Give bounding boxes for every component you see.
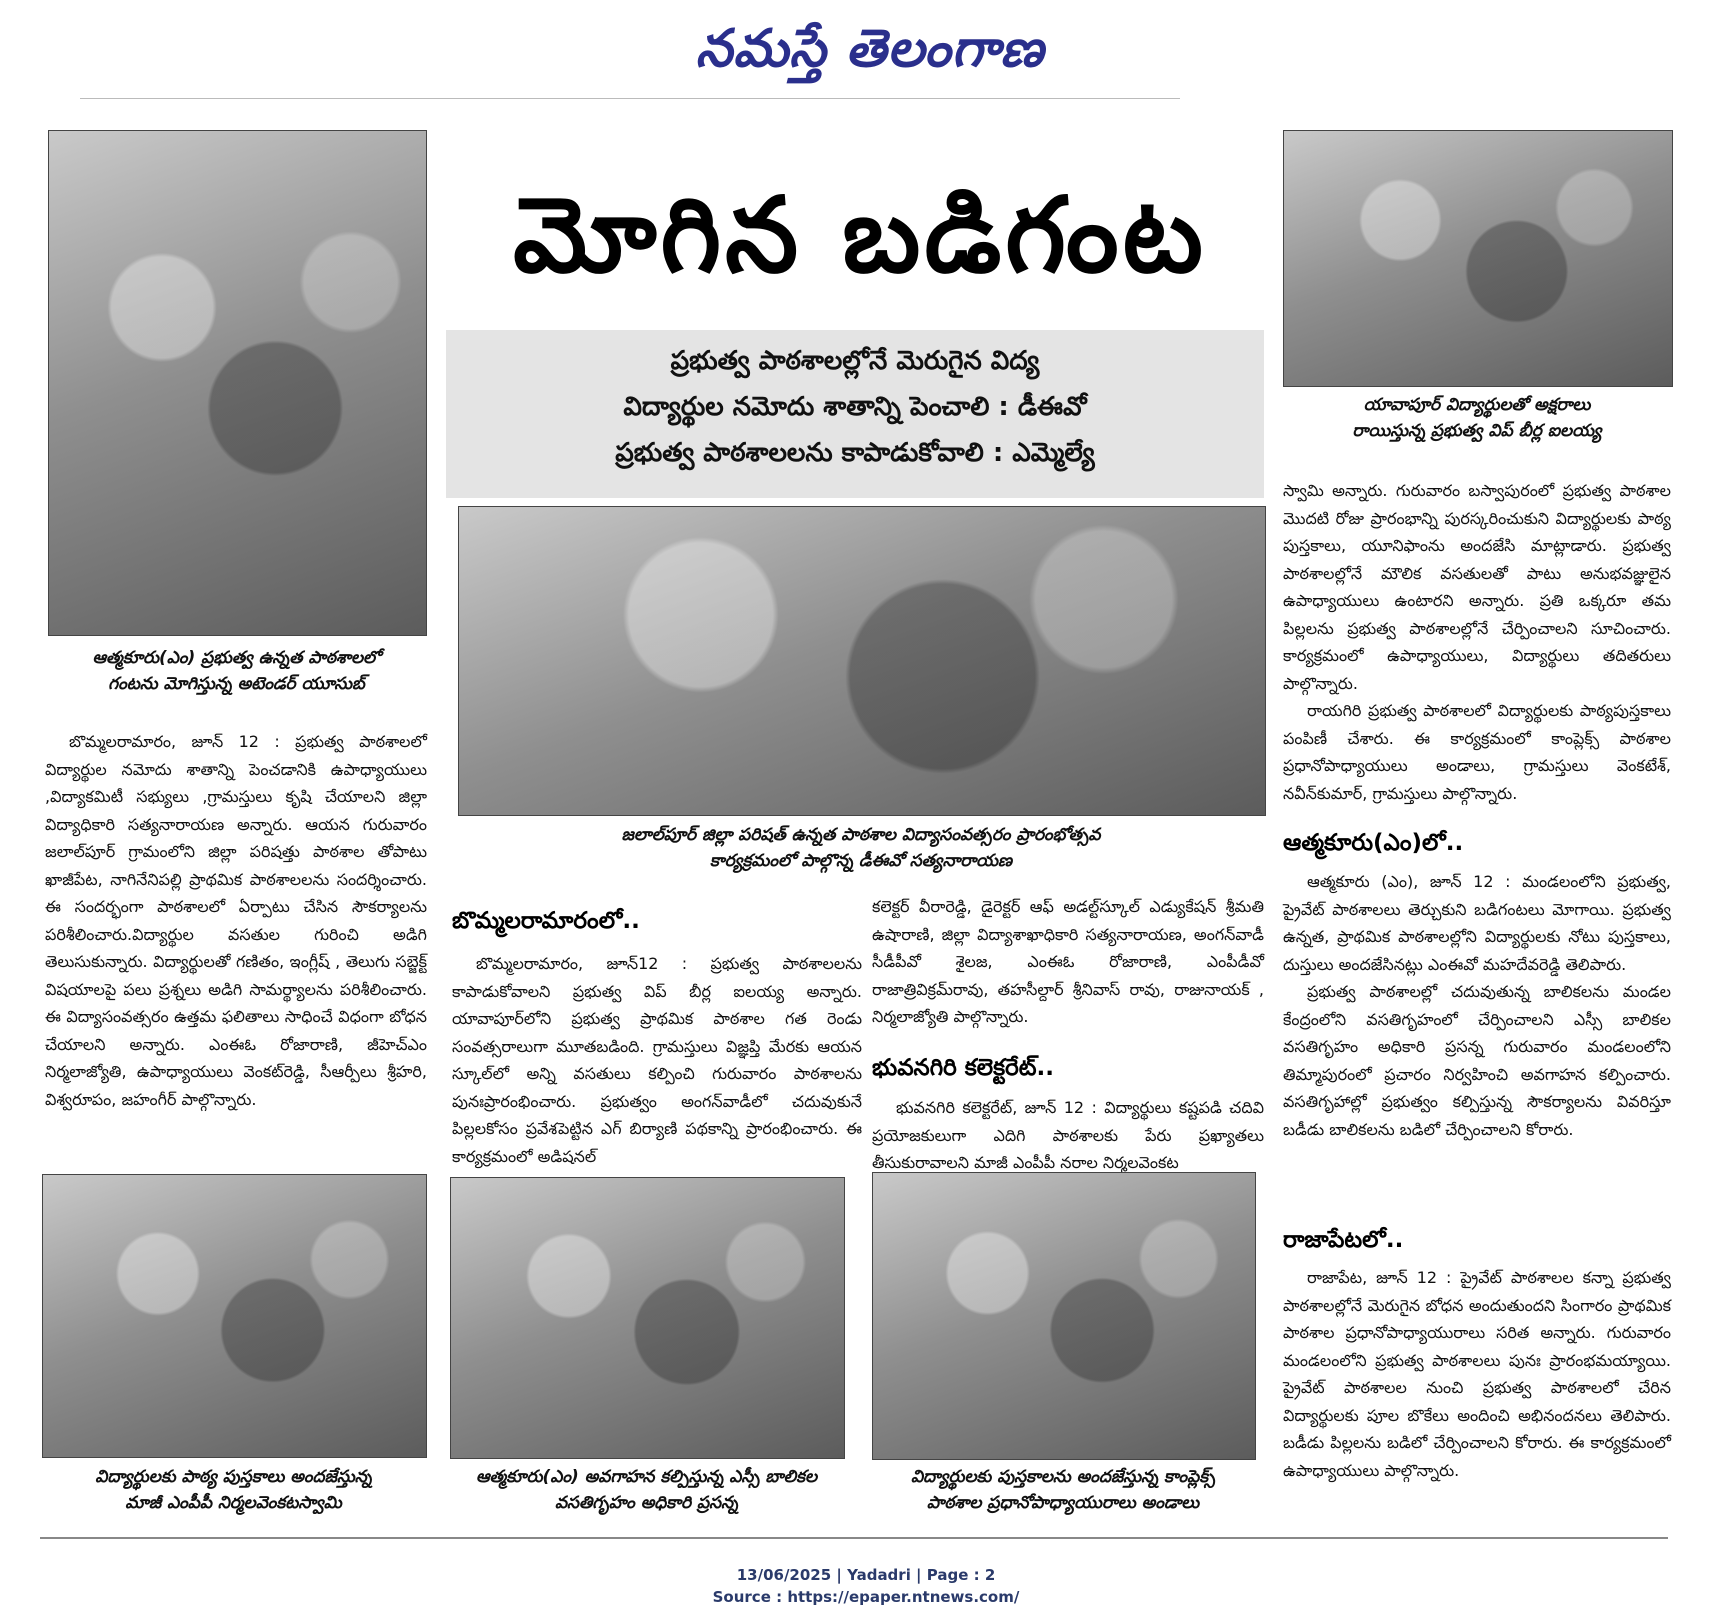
masthead-divider <box>80 98 1180 99</box>
caption-center-top: జలాల్‌పూర్ జిల్లా పరిషత్ ఉన్నత పాఠశాల విద్యాసంవత్సరం ప్రారంభోత్సవ కార్యక్రమంలో పాల్గొన్న డీఈవో సత్యనారాయణ <box>621 825 1101 871</box>
article-col-3a: కలెక్టర్ వీరారెడ్డి, డైరెక్టర్ ఆఫ్ అడల్ట్‌స్కూల్ ఎడ్యుకేషన్ శ్రీమతి ఉషారాణి, జిల్లా విద్యాశాఖాధికారి సత్యనారాయణ, అంగన్‌వాడీ సీడీపీవో శైలజ, ఎంఈఓ రోజారాణి, ఎంపీడీవో రాజాత్రివిక్రమ్‌రావు, తహసీల్దార్ శ్రీనివాస్ రావు, రాజునాయక్ , నిర్మలాజ్యోతి పాల్గొన్నారు. <box>872 897 1264 1026</box>
deck-line-3: ప్రభుత్వ పాఠశాలలను కాపాడుకోవాలి : ఎమ్మెల్యే <box>615 438 1095 468</box>
caption-left-top: ఆత్మకూరు(ఎం) ప్రభుత్వ ఉన్నత పాఠశాలలో గంటను మోగిస్తున్న అటెండర్ యూసుబ్ <box>92 648 381 694</box>
photo-mpp-books <box>42 1174 427 1458</box>
subhead-bommalaramaram: బొమ్మలరామారంలో.. <box>452 908 640 934</box>
photo-complex-books <box>872 1172 1256 1460</box>
footer-source-link[interactable]: Source : https://epaper.ntnews.com/ <box>712 1588 1020 1606</box>
article-col-1: బొమ్మలరామారం, జూన్ 12 : ప్రభుత్వ పాఠశాలలో విద్యార్థుల నమోదు శాతాన్ని పెంచడానికి ఉపాధ్యాయులు ,విద్యాకమిటీ సభ్యులు ,గ్రామస్తులు కృషి చేయాలని జిల్లా విద్యాధికారి సత్యనారాయణ అన్నారు. ఆయన గురువారం జలాల్‌పూర్ గ్రామంలోని జిల్లా పరిషత్తు పాఠశాల తోపాటు ఖాజీపేట, నాగినేనిపల్లి ప్రాథమిక పాఠశాలలను సందర్శించారు. ఈ సందర్భంగా పాఠశాలలో ఏర్పాటు చేసిన సౌకర్యాలను పరిశీలించారు.విద్యార్థుల వసతుల గురించి అడిగి తెలుసుకున్నారు. విద్యార్థులతో గణితం, ఇంగ్లీష్ , తెలుగు సబ్జెక్ట్ విషయాలపై పలు ప్రశ్నలు అడిగి సామర్థ్యాలను పరిశీలించారు. ఈ విద్యాసంవత్సరం ఉత్తమ ఫలితాలు సాధించే విధంగా బోధన చేయాలని అన్నారు. ఎంఈఓ రోజారాణి, జీహెచ్‌ఎం నిర్మలాజ్యోతి, ఉపాధ్యాయులు వెంకట్‌రెడ్డి, సీఆర్పీలు శ్రీహరి, విశ్వరూపం, జహంగీర్ పాల్గొన్నారు. <box>45 732 427 1109</box>
caption-bottom-3: విద్యార్థులకు పుస్తకాలను అందజేస్తున్న కాంప్లెక్స్ పాఠశాల ప్రధానోపాధ్యాయురాలు అండాలు <box>910 1467 1216 1513</box>
subhead-atmakur: ఆత్మకూరు(ఎం)లో.. <box>1283 830 1464 856</box>
footer-date-edition: 13/06/2025 | Yadadri | Page : 2 <box>736 1566 996 1584</box>
masthead-logo: నమస్తే తెలంగాణ <box>695 18 1045 79</box>
caption-right-top: యావాపూర్ విద్యార్థులతో అక్షరాలు రాయిస్తున్న ప్రభుత్వ విప్ బీర్ల ఐలయ్య <box>1352 395 1602 441</box>
photo-whip-students <box>1283 130 1673 387</box>
photo-deo-event <box>458 506 1266 816</box>
masthead <box>0 0 1732 100</box>
deck <box>446 330 1264 498</box>
photo-attender-bell <box>48 130 427 636</box>
article-col-4c: ఆత్మకూరు (ఎం), జూన్ 12 : మండలంలోని ప్రభుత్వ, ప్రైవేట్ పాఠశాలలు తెర్చుకుని బడిగంటలు మోగాయి. ప్రభుత్వ ఉన్నత, ప్రాథమిక పాఠశాలల్లోని విద్యార్థులకు నోటు పుస్తకాలు, దుస్తులు అందజేసినట్లు ఎంఈవో మహదేవరెడ్డి తెలిపారు. ప్రభుత్వ పాఠశాలల్లో చదువుతున్న బాలికలను మండల కేంద్రంలోని వసతిగృహంలో చేర్పించాలని ఎస్సీ బాలికల వసతిగృహం అధికారి ప్రసన్న గురువారం మండలంలోని తిమ్మాపురంలో ప్రచారం నిర్వహించి అవగాహన కల్పించారు. వసతిగృహాల్లో ప్రభుత్వం కల్పిస్తున్న సౌకర్యాలను వివరిస్తూ బడీడు బాలికలను బడిలో చేర్పించాలని కోరారు. <box>1283 872 1671 1139</box>
caption-bottom-1: విద్యార్థులకు పాఠ్య పుస్తకాలు అందజేస్తున్న మాజీ ఎంపీపీ నిర్మలవెంకటస్వామి <box>95 1467 372 1513</box>
subhead-bhuvanagiri: భువనగిరి కలెక్టరేట్.. <box>872 1055 1054 1081</box>
deck-line-2: విద్యార్థుల నమోదు శాతాన్ని పెంచాలి : డీఈవో <box>623 392 1087 422</box>
article-col-2: బొమ్మలరామారం, జూన్12 : ప్రభుత్వ పాఠశాలలను కాపాడుకోవాలని ప్రభుత్వ విప్ బీర్ల ఐలయ్య అన్నారు. యావాపూర్‌లోని ప్రభుత్వ ప్రాథమిక పాఠశాల గత రెండు సంవత్సరాలుగా మూతబడింది. గ్రామస్తులు విజ్ఞప్తి మేరకు ఆయన స్కూల్‌లో అన్ని వసతులు కల్పించి గురువారం పాఠశాలను పునఃప్రారంభించారు. ప్రభుత్వం అంగన్‌వాడీలో చదువుకునే పిల్లలకోసం ప్రవేశపెట్టిన ఎగ్ బిర్యాణి పథకాన్ని ప్రారంభించారు. ఈ కార్యక్రమంలో అడిషనల్ <box>452 954 862 1166</box>
caption-bottom-2: ఆత్మకూరు(ఎం) అవగాహన కల్పిస్తున్న ఎస్సీ బాలికల వసతిగృహం అధికారి ప్రసన్న <box>475 1467 818 1513</box>
photo-sc-hostel <box>450 1177 845 1459</box>
article-col-4a: స్వామి అన్నారు. గురువారం బస్వాపురంలో ప్రభుత్వ పాఠశాల మొదటి రోజు ప్రారంభాన్ని పురస్కరించుకుని విద్యార్థులకు పాఠ్య పుస్తకాలు, యూనిఫాంను అందజేసి మాట్లాడారు. ప్రభుత్వ పాఠశాలల్లోనే మౌలిక వసతులతో పాటు అనుభవజ్ఞులైన ఉపాధ్యాయులు ఉంటారని అన్నారు. ప్రతి ఒక్కరూ తమ పిల్లలను ప్రభుత్వ పాఠశాలల్లోనే చేర్పించాలని సూచించారు. కార్యక్రమంలో ఉపాధ్యాయులు, విద్యార్థులు తదితరులు పాల్గొన్నారు. రాయగిరి ప్రభుత్వ పాఠశాలలో విద్యార్థులకు పాఠ్యపుస్తకాలు పంపిణీ చేశారు. ఈ కార్యక్రమంలో కాంప్లెక్స్ పాఠశాల ప్రధానోపాధ్యాయులు అండాలు, గ్రామస్తులు వెంకటేశ్, నవీన్‌కుమార్, గ్రామస్తులు పాల్గొన్నారు. <box>1283 481 1671 803</box>
article-col-3b: భువనగిరి కలెక్టరేట్, జూన్ 12 : విద్యార్థులు కష్టపడి చదివి ప్రయోజకులుగా ఎదిగి పాఠశాలకు పేరు ప్రఖ్యాతలు తీసుకురావాలని మాజీ ఎంపీపీ నరాల నిర్మలవెంకట <box>872 1098 1264 1172</box>
subhead-rajapet: రాజాపేటలో.. <box>1283 1227 1404 1253</box>
bottom-divider <box>40 1537 1668 1539</box>
deck-line-1: ప్రభుత్వ పాఠశాలల్లోనే మెరుగైన విద్య <box>670 346 1040 376</box>
headline: మోగిన బడిగంట <box>513 174 1207 296</box>
article-col-4e: రాజాపేట, జూన్ 12 : ప్రైవేట్ పాఠశాలల కన్నా ప్రభుత్వ పాఠశాలల్లోనే మెరుగైన బోధన అందుతుందని సింగారం ప్రాథమిక పాఠశాల ప్రధానోపాధ్యాయురాలు సరిత అన్నారు. గురువారం మండలంలోని ప్రభుత్వ పాఠశాలలు పునః ప్రారంభమయ్యాయి. ప్రైవేట్ పాఠశాలల నుంచి ప్రభుత్వ పాఠశాలలో చేరిన విద్యార్థులకు పూల బొకేలు అందించి అభినందనలు తెలిపారు. బడీడు పిల్లలను బడిలో చేర్పించాలని కోరారు. ఈ కార్యక్రమంలో ఉపాధ్యాయులు పాల్గొన్నారు. <box>1283 1268 1671 1480</box>
